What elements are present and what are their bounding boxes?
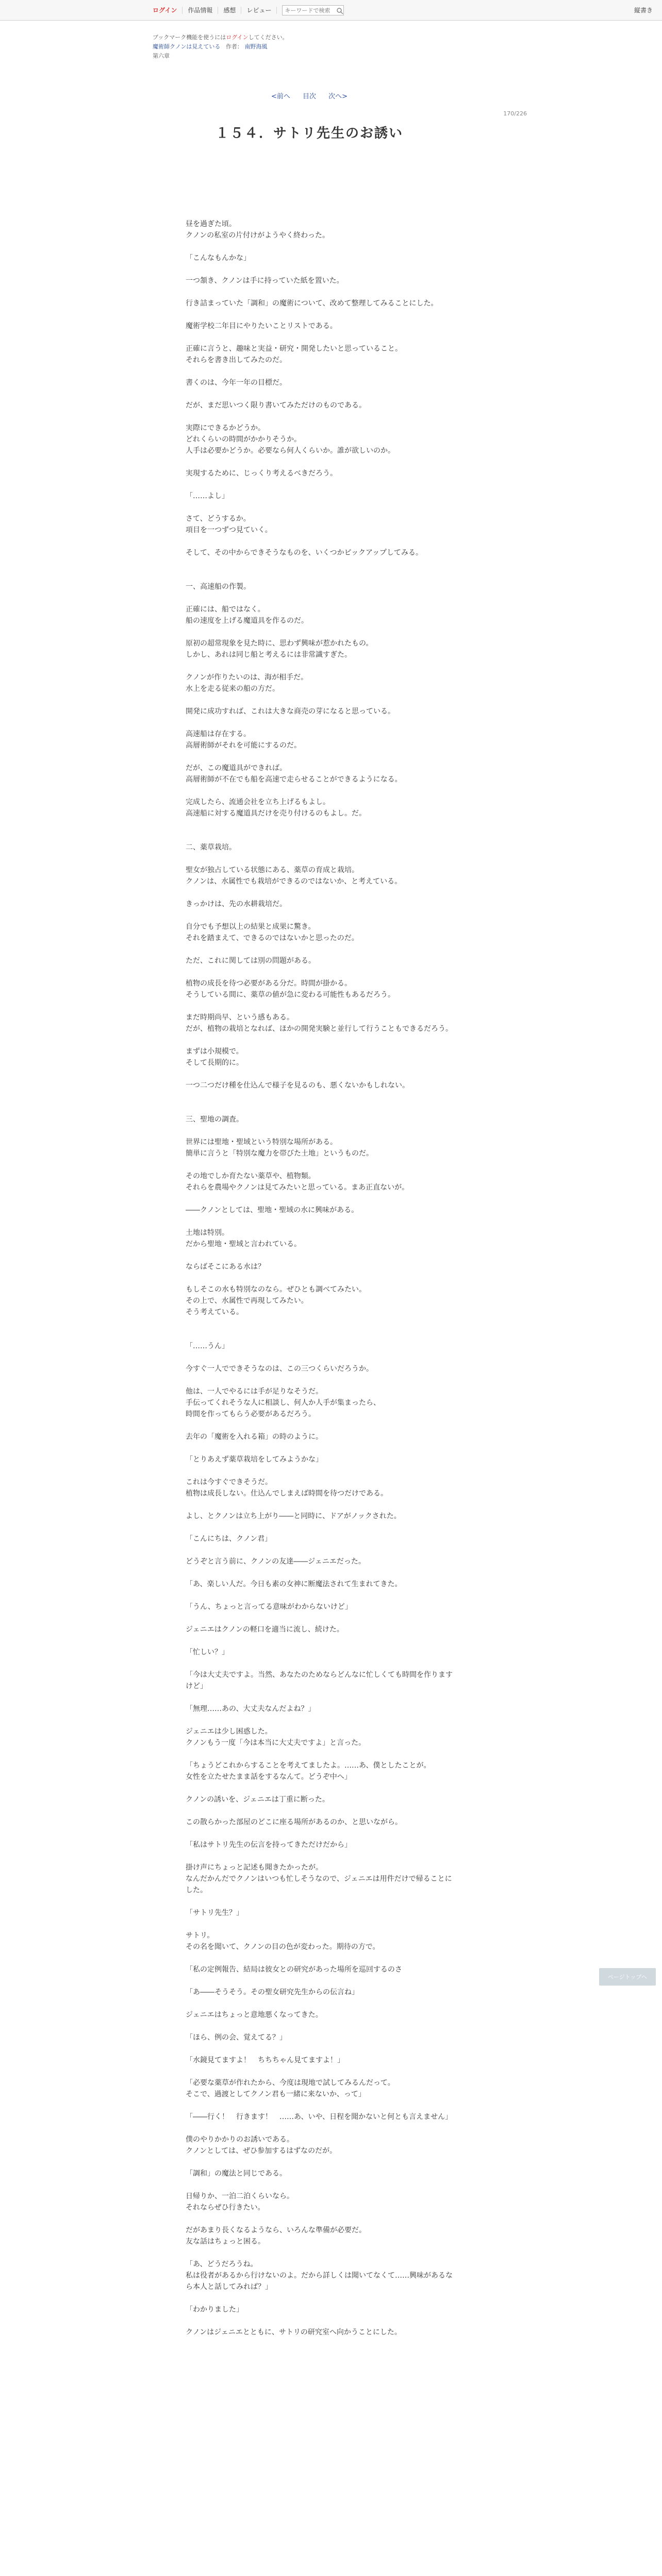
paragraph: クノンもう一度「今は本当に大丈夫ですよ」と言った。 — [186, 1739, 366, 1747]
paragraph: 「水鏡見てますよ！ ちちちゃん見てますよ！」 — [186, 2056, 344, 2064]
paragraph-gap — [186, 1975, 459, 1987]
bookmark-login-link[interactable]: ログイン — [226, 34, 249, 41]
paragraph-gap — [186, 1035, 459, 1046]
paragraph: 人手は必要かどうか。必要なら何人くらいか。誰が欲しいのか。 — [186, 447, 395, 455]
vertical-writing-link[interactable]: 縦書き — [634, 7, 653, 14]
paragraph-gap — [186, 819, 459, 831]
paragraph-gap — [186, 309, 459, 320]
paragraph: これは今すぐできそうだ。 — [186, 1478, 272, 1486]
paragraph-gap — [186, 2021, 459, 2032]
paragraph: 魔術学校二年目にやりたいことリストである。 — [186, 322, 337, 330]
paragraph: 「忙しい？」 — [186, 1648, 229, 1656]
paragraph-gap — [186, 1715, 459, 1726]
paragraph-gap — [186, 1919, 459, 1930]
paragraph: 女性を立たせたまま話をするなんて。どうぞ中へ」 — [186, 1773, 352, 1781]
novel-title-link[interactable]: 魔術師クノンは見えている — [153, 43, 221, 50]
paragraph: 高層術師が不在でも船を高速で走らせることができるようになる。 — [186, 775, 402, 784]
paragraph: 友な話はちょっと困る。 — [186, 2238, 265, 2246]
paragraph-gap — [186, 592, 459, 604]
paragraph-gap — [186, 388, 459, 400]
paragraph-gap — [186, 785, 459, 796]
paragraph-gap — [186, 1953, 459, 1964]
paragraph: 書くのは、今年一年の目標だ。 — [186, 379, 287, 387]
paragraph-gap — [186, 1613, 459, 1624]
paragraph-gap — [186, 1352, 459, 1363]
paragraph: 実現するために、じっくり考えるべきだろう。 — [186, 469, 337, 478]
paragraph: それらを書き出してみたのだ。 — [186, 356, 287, 364]
paragraph: しかし、あれは同じ船と考えるには非常識すぎた。 — [186, 651, 352, 659]
paragraph-gap — [186, 286, 459, 298]
paragraph-gap — [186, 366, 459, 377]
paragraph-gap — [186, 1567, 459, 1579]
paragraph: そこで、過渡としてクノン君も一緒に来ないか、って」 — [186, 2090, 366, 2098]
paragraph: 掛け声にちょっと記述も聞きたかったが。 — [186, 1863, 323, 1872]
search-icon[interactable] — [336, 7, 343, 14]
author-label: 作者： — [225, 43, 243, 50]
paragraph: ジェニエはちょっと意地悪くなってきた。 — [186, 2011, 323, 2019]
paragraph: だがあまり長くなるようなら、いろんな準備が必要だ。 — [186, 2226, 366, 2234]
paragraph-gap — [186, 1896, 459, 1907]
paragraph-gap — [186, 853, 459, 865]
paragraph: だが、植物の栽培となれば、ほかの開発実験と並行して行うこともできるだろう。 — [186, 1025, 453, 1033]
chapter-pager — [0, 91, 619, 100]
paragraph: 簡単に言うと「特別な魔力を帯びた土地」というものだ。 — [186, 1149, 373, 1158]
paragraph: ならばそこにある水は？ — [186, 1263, 265, 1271]
paragraph-gap — [186, 944, 459, 955]
paragraph: 高速船に対する魔道具だけを売り付けるのもよし。だ。 — [186, 809, 366, 818]
paragraph: 日帰りか、一泊二泊くらいなら。 — [186, 2192, 294, 2200]
paragraph: ジェニエはクノンの軽口を適当に流し、続けた。 — [186, 1625, 344, 1634]
paragraph: 「調和」の魔法と同じである。 — [186, 2170, 287, 2178]
paragraph: 項目を一つずつ見ていく。 — [186, 526, 272, 534]
paragraph: 完成したら、流通会社を立ち上げるもよし。 — [186, 798, 330, 806]
paragraph-gap — [186, 1125, 459, 1137]
paragraph: きっかけは、先の水耕栽培だ。 — [186, 900, 287, 908]
paragraph-gap — [186, 1465, 459, 1477]
paragraph: 一つ頷き、クノンは手に持っていた紙を置いた。 — [186, 277, 344, 285]
chapter-body — [186, 218, 459, 2338]
paragraph-gap — [186, 536, 459, 547]
table-of-contents-link[interactable]: 目次 — [302, 93, 316, 100]
paragraph-gap — [186, 751, 459, 762]
paragraph-gap — [186, 502, 459, 513]
paragraph-gap — [186, 1783, 459, 1794]
top-navigation-bar — [0, 0, 662, 21]
paragraph-gap — [186, 1420, 459, 1431]
paragraph: もしそこの水も特別なのなら。ぜひとも調べてみたい。 — [186, 1285, 366, 1294]
paragraph-gap — [186, 1805, 459, 1817]
paragraph-gap — [186, 1318, 459, 1329]
paragraph: 正確には、船ではなく。 — [186, 605, 265, 614]
paragraph: 「あ――そうそう。その聖女研究先生からの伝言ね」 — [186, 1988, 359, 1996]
paragraph-gap — [186, 2066, 459, 2077]
prev-chapter-link[interactable]: <前へ — [271, 93, 290, 100]
paragraph: 私は役者があるから行けないのよ。だから詳しくは聞いてなくて……興味があるなら本人と話してみれば？」 — [186, 2272, 453, 2291]
novel-header — [153, 33, 472, 61]
paragraph: 二、薬草栽培。 — [186, 843, 236, 852]
paragraph: 手伝ってくれそうな人に相談し、何人か人手が集まったら、 — [186, 1399, 380, 1407]
paragraph-gap — [186, 1590, 459, 1601]
paragraph-gap — [186, 1545, 459, 1556]
paragraph: 「とりあえず薬草栽培をしてみようかな」 — [186, 1455, 323, 1464]
paragraph: 「うん、ちょっと言ってる意味がわからないけど」 — [186, 1603, 352, 1611]
login-link[interactable]: ログイン — [147, 7, 183, 14]
paragraph: 僕のやりかかりのお誘いである。 — [186, 2136, 294, 2144]
paragraph-gap — [186, 2123, 459, 2134]
paragraph: 自分でも予想以上の結果と成果に驚き。 — [186, 923, 316, 931]
paragraph-gap — [186, 241, 459, 252]
paragraph: そうしている間に、薬草の値が急に変わる可能性もあるだろう。 — [186, 991, 395, 999]
paragraph-gap — [186, 2213, 459, 2225]
paragraph: どうぞと言う前に、クノンの友達――ジェニエだった。 — [186, 1557, 366, 1566]
paragraph: 行き詰まっていた「調和」の魔術について、改めて整理してみることにした。 — [186, 299, 438, 308]
paragraph-gap — [186, 2179, 459, 2191]
paragraph: 三、聖地の調査。 — [186, 1115, 243, 1124]
paragraph-gap — [186, 1692, 459, 1703]
paragraph: クノンが作りたいのは、海が相手だ。 — [186, 673, 308, 682]
paragraph: 実際にできるかどうか。 — [186, 424, 265, 432]
paragraph: 正確に言うと、趣味と実益・研究・開発したいと思っていること。 — [186, 345, 402, 353]
paragraph-gap — [186, 1851, 459, 1862]
paragraph-gap — [186, 479, 459, 490]
bookmark-notice — [153, 33, 472, 42]
paragraph: まずは小規模で。 — [186, 1047, 243, 1056]
paragraph: よし、とクノンは立ち上がり――と同時に、ドアがノックされた。 — [186, 1512, 401, 1520]
paragraph: 「――行く！ 行きます！ ……あ、いや、日程を聞かないと何とも言えません」 — [186, 2113, 453, 2121]
paragraph: 時間を作ってもらう必要があるだろう。 — [186, 1410, 316, 1418]
paragraph-gap — [186, 411, 459, 422]
paragraph: 「わかりました」 — [186, 2306, 243, 2314]
paragraph: さて、どうするか。 — [186, 515, 251, 523]
paragraph: その上で、水属性で再現してみたい。 — [186, 1297, 308, 1305]
paragraph-gap — [186, 2157, 459, 2168]
paragraph-gap — [186, 1998, 459, 2009]
paragraph-gap — [186, 1443, 459, 1454]
paragraph-gap — [186, 1091, 459, 1103]
paragraph: 他は、一人でやるには手が足りなそうだ。 — [186, 1387, 323, 1396]
paragraph: なんだかんだでクノンはいつも忙しそうなので、ジェニエは用件だけで帰ることにした。 — [186, 1875, 452, 1894]
paragraph: その名を聞いて、クノンの目の色が変わった。期待の方で。 — [186, 1943, 380, 1951]
paragraph: 開発に成功すれば、これは大きな商売の芽になると思っている。 — [186, 707, 395, 716]
paragraph-gap — [186, 1635, 459, 1647]
paragraph-gap — [186, 887, 459, 899]
paragraph-gap — [186, 1522, 459, 1533]
chapter-number: 170/226 — [503, 110, 527, 117]
paragraph: 「私はサトリ先生の伝言を持ってきただけだから」 — [186, 1841, 352, 1849]
paragraph: 今すぐ一人でできそうなのは、この三つくらいだろうか。 — [186, 1365, 373, 1373]
paragraph: 「……よし」 — [186, 492, 229, 500]
paragraph-gap — [186, 910, 459, 921]
paragraph: 「……うん」 — [186, 1342, 229, 1350]
paragraph: 「必要な薬草が作れたから、今度は現地で試してみるんだって。 — [186, 2079, 395, 2087]
paragraph: 昼を過ぎた頃。 — [186, 220, 236, 228]
paragraph: 「今は大丈夫ですよ。当然、あなたのためならどんなに忙しくても時間を作りますけど」 — [186, 1671, 453, 1690]
search-box — [282, 5, 344, 15]
paragraph: クノンはジェニエとともに、サトリの研究室へ向かうことにした。 — [186, 2328, 402, 2336]
paragraph: サトリ。 — [186, 1931, 214, 1940]
paragraph-gap — [186, 1749, 459, 1760]
chapter-title: １５４．サトリ先生のお誘い — [215, 126, 403, 141]
paragraph: まだ時期尚早、という感もある。 — [186, 1013, 294, 1022]
paragraph: そして長期的に。 — [186, 1059, 243, 1067]
paragraph: それならぜひ行きたい。 — [186, 2204, 265, 2212]
paragraph-gap — [186, 1329, 459, 1341]
paragraph: 「あ、どうだろうね。 — [186, 2260, 258, 2268]
novel-info-link[interactable]: 作品情報 — [183, 7, 218, 14]
review-link[interactable]: レビュー — [241, 7, 277, 14]
paragraph: クノンの私室の片付けがようやく終わった。 — [186, 231, 330, 240]
paragraph: 聖女が独占している状態にある、薬草の育成と栽培。 — [186, 866, 359, 874]
paragraph: 船の速度を上げる魔道具を作るのだ。 — [186, 617, 308, 625]
paragraph-gap — [186, 1499, 459, 1511]
paragraph-gap — [186, 1658, 459, 1669]
paragraph-gap — [186, 2247, 459, 2259]
paragraph-gap — [186, 2293, 459, 2304]
paragraph: 「こんなもんかな」 — [186, 254, 251, 262]
paragraph: クノンは、水属性でも栽培ができるのではないか、と考えている。 — [186, 877, 402, 886]
paragraph-gap — [186, 1069, 459, 1080]
paragraph: 原初の超常現象を見た時に、思わず興味が惹かれたもの。 — [186, 639, 373, 648]
paragraph: ただ、これに関しては別の問題がある。 — [186, 957, 316, 965]
paragraph: 高速船は存在する。 — [186, 730, 251, 738]
paragraph: その地でしか育たない薬草や、植物類。 — [186, 1172, 316, 1180]
paragraph-gap — [186, 967, 459, 978]
paragraph-gap — [186, 717, 459, 728]
paragraph: そう考えている。 — [186, 1308, 243, 1316]
paragraph: クノンとしては、ぜひ参加するはずなのだが。 — [186, 2147, 337, 2155]
paragraph: 一、高速船の作製。 — [186, 583, 251, 591]
paragraph-gap — [186, 1103, 459, 1114]
paragraph-gap — [186, 2315, 459, 2327]
impressions-link[interactable]: 感想 — [218, 7, 241, 14]
paragraph: この散らかった部屋のどこに座る場所があるのか、と思いながら。 — [186, 1818, 402, 1826]
paragraph: 水上を走る従来の船の方だ。 — [186, 685, 279, 693]
paragraph-gap — [186, 456, 459, 468]
paragraph: 植物の成長を待つ必要がある分だ。時間が掛かる。 — [186, 979, 352, 988]
paragraph: 土地は特別。 — [186, 1229, 229, 1237]
paragraph: 世界には聖地・聖域という特別な場所がある。 — [186, 1138, 337, 1146]
paragraph: それらを農場やクノンは見てみたいと思っている。まあ正直ないが。 — [186, 1183, 409, 1192]
page-top-button[interactable]: ページトップへ — [599, 1968, 656, 1986]
paragraph: 高層術師がそれを可能にするのだ。 — [186, 741, 301, 750]
paragraph-gap — [186, 2043, 459, 2055]
paragraph: 「こんにちは、クノン君」 — [186, 1535, 272, 1543]
paragraph: どれくらいの時間がかかりそうか。 — [186, 435, 301, 444]
author-link[interactable]: 南野海風 — [244, 43, 268, 50]
bookmark-notice-text: ブックマーク機能を使うには — [153, 34, 226, 41]
next-chapter-link[interactable]: 次へ> — [328, 93, 348, 100]
paragraph: クノンの誘いを、ジェニエは丁重に断った。 — [186, 1795, 329, 1804]
paragraph-gap — [186, 1375, 459, 1386]
paragraph-gap — [186, 1216, 459, 1227]
paragraph: だが、まだ思いつく限り書いてみただけのものである。 — [186, 401, 366, 410]
search-input[interactable] — [283, 6, 336, 15]
paragraph-gap — [186, 558, 459, 570]
paragraph-gap — [186, 2100, 459, 2111]
paragraph-gap — [186, 626, 459, 638]
topbar-left-group — [147, 0, 344, 21]
paragraph: 「サトリ先生？」 — [186, 1909, 243, 1917]
paragraph: 一つ二つだけ種を仕込んで様子を見るのも、悪くないかもしれない。 — [186, 1081, 409, 1090]
paragraph: 「あ、楽しい人だ。今日も素の女神に断魔法されて生まれてきた。 — [186, 1580, 402, 1588]
paragraph: そして、その中からできそうなものを、いくつかピックアップしてみる。 — [186, 549, 423, 557]
paragraph: だが、この魔道具ができれば。 — [186, 764, 287, 772]
paragraph-gap — [186, 264, 459, 275]
paragraph: 植物は成長しない。仕込んでしまえば時間を待つだけである。 — [186, 1489, 388, 1498]
paragraph: ジェニエは少し困惑した。 — [186, 1727, 272, 1736]
paragraph: だから聖地・聖域と言われている。 — [186, 1240, 301, 1248]
paragraph: 「無理……あの、大丈夫なんだよね？」 — [186, 1705, 316, 1713]
section-label: 第六章 — [153, 53, 170, 59]
paragraph: それを踏まえて、できるのではないかと思ったのだ。 — [186, 934, 359, 942]
paragraph-gap — [186, 660, 459, 672]
paragraph-gap — [186, 332, 459, 343]
topbar-right-group — [629, 0, 658, 21]
paragraph: 「私の定例報告、結局は彼女との研究があった場所を巡回するのさ — [186, 1965, 402, 1974]
paragraph-gap — [186, 831, 459, 842]
paragraph: 去年の「魔術を入れる箱」の時のように。 — [186, 1433, 323, 1441]
paragraph: ――クノンとしては、聖地・聖域の水に興味がある。 — [186, 1206, 359, 1214]
bookmark-notice-text-end: してください。 — [248, 34, 288, 41]
paragraph-gap — [186, 570, 459, 581]
paragraph-gap — [186, 1828, 459, 1839]
novel-meta — [153, 42, 472, 52]
paragraph-gap — [186, 1250, 459, 1261]
paragraph-gap — [186, 1001, 459, 1012]
paragraph-gap — [186, 1193, 459, 1205]
paragraph: 「ほら、例の会、覚えてる？」 — [186, 2033, 287, 2042]
paragraph: 「ちょうどこれからすることを考えてましたよ。……あ、僕としたことが。 — [186, 1761, 431, 1770]
paragraph-gap — [186, 1273, 459, 1284]
paragraph-gap — [186, 694, 459, 706]
paragraph-gap — [186, 1159, 459, 1171]
